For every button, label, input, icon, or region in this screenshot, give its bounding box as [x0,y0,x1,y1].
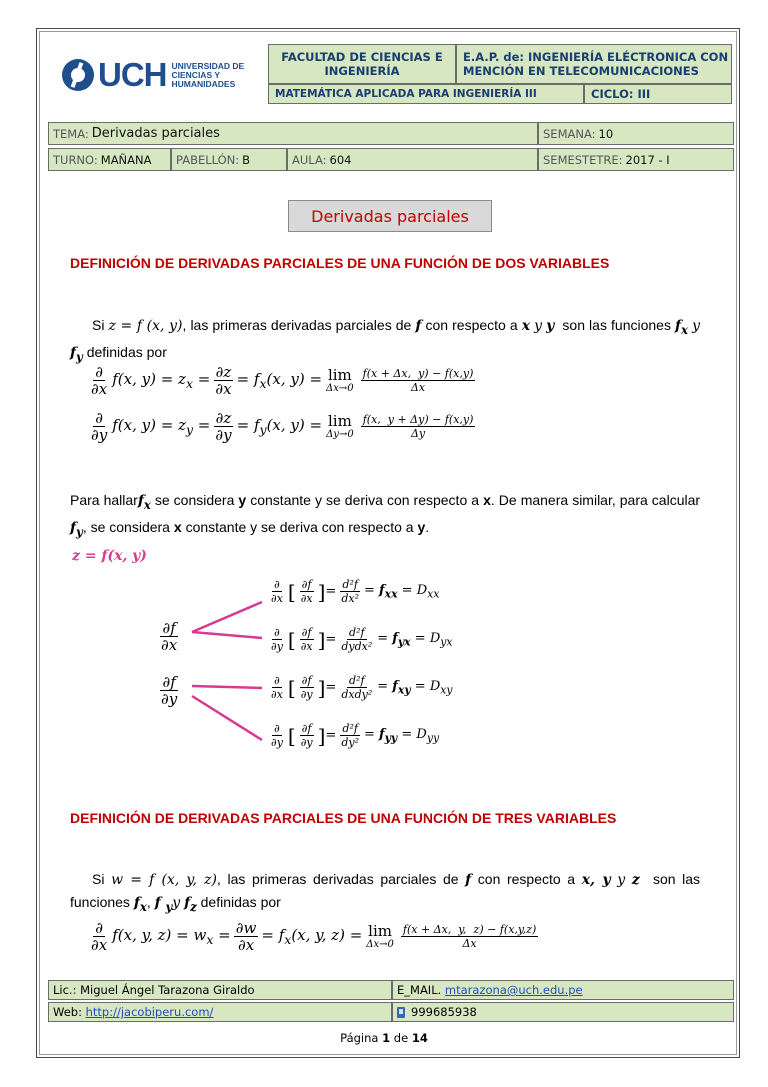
diagram-row-fyx: $\frac{\partial}{\partial y}$ [ $\frac{\partial f}{\partial x}$ ] = $\frac{\text{d²f}}{\text{dydx²}}$ = $f_{yx} = D_{yx}$ [271,626,453,653]
phone-cell: 999685938 [392,1002,734,1022]
email-link[interactable]: mtarazona@uch.edu.pe [444,983,583,997]
web-cell: Web: http://jacobiperu.com/ [48,1002,392,1022]
connector-fyx [192,632,262,638]
pabellon-cell: PABELLÓN: B [171,148,287,171]
course-cell: MATEMÁTICA APLICADA PARA INGENIERÍA III [268,84,584,104]
info-row-2 [48,148,734,171]
equation-fx: $\frac{\partial}{\partial x}$ f(x, $y) = z_x$ = $\frac{\partial z}{\partial x}$ = $f_x(x$, y) = lim Δx→0 $\frac{f(x + \Delta x, y) - f(x,y)}{\Delta x}$ [91,363,474,398]
semana-cell: SEMANA: 10 [538,122,734,145]
connector-fxx [192,602,262,632]
section1-intro: Si z = f (x, y), las primeras derivadas parciales de f con respecto a x y y son las funciones $f_x$ y $f_y$ definidas por [70,317,700,364]
email-cell: E_MAIL. mtarazona@uch.edu.pe [392,980,734,1000]
logo-emblem-icon [62,59,94,91]
turno-cell: TURNO: MAÑANA [48,148,171,171]
section-heading-two-variables: DEFINICIÓN DE DERIVADAS PARCIALES DE UNA FUNCIÓN DE DOS VARIABLES [70,255,610,271]
equation-wx: $\frac{\partial}{\partial x}$ f(x, y, $z) = w_x$ = $\frac{\partial w}{\partial x}$ = $f_x(x$, y, z) = lim Δx→0 $\frac{f(x + \Delta x, y, z) - f(x,y,z)}{\Delta x}$ [91,919,537,954]
page-number: Página 1 de 14 [340,1031,428,1045]
diagram-row-fyy: $\frac{\partial}{\partial y}$ [ $\frac{\partial f}{\partial y}$ ] = $\frac{\text{d²f}}{\text{dy²}}$ = $f_{yy} = D_{yy}$ [271,722,440,749]
web-link[interactable]: http://jacobiperu.com/ [85,1005,214,1019]
connector-fyy [192,696,262,740]
equation-fy: $\frac{\partial}{\partial y}$ f(x, $y) = z_y$ = $\frac{\partial z}{\partial y}$ = $f_y(x$, y) = lim Δy→0 $\frac{f(x, y + \Delta y) - f(x,y)}{\Delta y}$ [91,409,474,444]
section-heading-three-variables: DEFINICIÓN DE DERIVADAS PARCIALES DE UNA FUNCIÓN DE TRES VARIABLES [70,810,617,826]
logo-subtitle: UNIVERSIDAD DE CIENCIAS Y HUMANIDADES [171,60,245,89]
aula-cell: AULA: 604 [287,148,538,171]
section2-intro: Si w = f (x, y, z), las primeras derivadas parciales de f con respecto a x, y y z son las funciones $f_x$, f $_y$y $f_z$ definidas por [70,871,701,914]
second-derivatives-diagram [70,546,590,766]
diagram-df-dy: $\frac{\partial f}{\partial y}$ [161,673,178,708]
connector-fxy [192,686,262,688]
author-cell: Lic.: Miguel Ángel Tarazona Giraldo [48,980,392,1000]
logo-text: UCH [98,56,167,93]
university-logo [46,44,268,106]
diagram-row-fxy: $\frac{\partial}{\partial x}$ [ $\frac{\partial f}{\partial y}$ ] = $\frac{\text{d²f}}{\text{dxdy²}}$ = $f_{xy} = D_{xy}$ [271,674,453,701]
faculty-cell: FACULTAD DE CIENCIAS E INGENIERÍA [268,44,456,84]
page-title: Derivadas parciales [288,200,492,232]
phone-icon [397,1007,405,1018]
semestre-cell: SEMESTETRE: 2017 - I [538,148,734,171]
cycle-cell: CICLO: III [584,84,732,104]
document-header [46,44,732,106]
diagram-df-dx: $\frac{\partial f}{\partial x}$ [161,619,178,654]
diagram-row-fxx: $\frac{\partial}{\partial x}$ [ $\frac{\partial f}{\partial x}$ ] = $\frac{\text{d²f}}{\text{dx²}}$ = $f_{xx} = D_{xx}$ [271,578,440,605]
tema-cell: TEMA: Derivadas parciales [48,122,538,145]
diagram-root-function: z = f(x, y) [72,548,147,564]
section1-explanation: Para hallarf$_x$ se considera y constante y se deriva con respecto a x. De manera similar, para calcular $f_y$, se considera x constante y se deriva con respecto a y. [70,492,701,539]
school-cell: E.A.P. de: INGENIERÍA ELÉCTRONICA CON MENCIÓN EN TELECOMUNICACIONES [456,44,732,84]
info-row-1 [48,122,734,145]
